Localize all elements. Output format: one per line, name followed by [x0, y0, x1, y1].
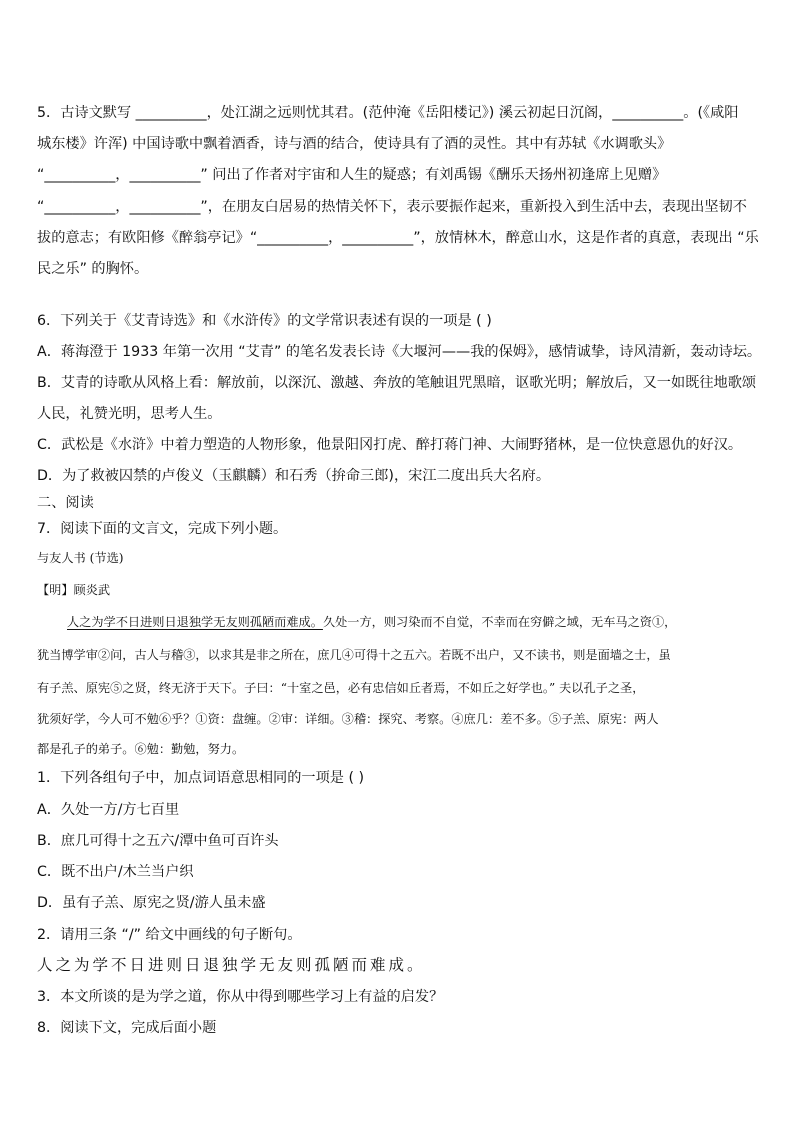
q6-option-d: D．为了救被囚禁的卢俊义（玉麒麟）和石秀（拚命三郎)，宋江二度出兵大名府。: [37, 468, 551, 484]
passage-line-4: 犹须好学，今人可不勉⑥乎？①资：盘缠。②审：详细。③稽：探究、考察。④庶几：差不多。⑤子羔、原宪：两人: [37, 712, 659, 726]
subq-2-sentence: 人之为学不日进则日退独学无友则孤陋而难成。: [37, 956, 426, 974]
subq-3: 3．本文所谈的是为学之道，你从中得到哪些学习上有益的启发？: [37, 989, 444, 1005]
passage-line-3: 有子羔、原宪⑤之贤，终无济于天下。子曰：“十室之邑，必有忠信如丘者焉，不如丘之好学也。” 夫以孔子之圣，: [37, 681, 645, 695]
subq-1-option-a: A．久处一方/方七百里: [37, 802, 180, 818]
question-8-stem: 8．阅读下文，完成后面小题: [37, 1020, 217, 1036]
q7-stem: 7．阅读下面的文言文，完成下列小题。: [37, 521, 288, 537]
q5-line-3: “__________，__________” 问出了作者对宇宙和人生的疑惑；有刘禹锡《酬乐天扬州初逢席上见赠》: [37, 167, 667, 183]
q5-line-1: 5．古诗文默写 __________，处江湖之远则忧其君。(范仲淹《岳阳楼记》) 溪云初起日沉阁，__________。(《咸阳: [37, 105, 739, 121]
q6-option-b-line-2: 人民，礼赞光明，思考人生。: [37, 406, 222, 422]
passage-line-5: 都是孔子的弟子。⑥勉：勤勉，努力。: [37, 742, 245, 756]
q6-stem: 6．下列关于《艾青诗选》和《水浒传》的文学常识表述有误的一项是 ( ): [37, 313, 492, 329]
q5-line-2: 城东楼》许浑) 中国诗歌中飘着酒香，诗与酒的结合，使诗具有了酒的灵性。其中有苏轼《水调歌头》: [37, 136, 672, 152]
q6-option-a: A．蒋海澄于 1933 年第一次用 “艾青” 的笔名发表长诗《大堰河——我的保姆》，感情诚挚，诗风清新，轰动诗坛。: [37, 344, 762, 360]
q5-line-5: 拔的意志；有欧阳修《醉翁亭记》“__________，__________”，放情林木，醉意山水，这是作者的真意，表现出 “乐: [37, 230, 759, 246]
q6-option-b-line-1: B．艾青的诗歌从风格上看：解放前，以深沉、激越、奔放的笔触诅咒黑暗，讴歌光明；解放后，又一如既往地歌颂: [37, 375, 757, 391]
passage-line-1-rest: 久处一方，则习染而不自觉，不幸而在穷僻之域，无车马之资①，: [322, 615, 677, 629]
passage-author: 【明】顾炎武: [37, 583, 111, 597]
q6-option-c: C．武松是《水浒》中着力塑造的人物形象，他景阳冈打虎、醉打蒋门神、大闹野猪林，是一位快意恩仇的好汉。: [37, 437, 743, 453]
passage-title: 与友人书 (节选): [37, 551, 124, 565]
section-heading: 二、阅读: [37, 495, 94, 511]
subq-1-option-b: B．庶几可得十之五六/潭中鱼可百许头: [37, 833, 279, 849]
subq-1: 1．下列各组句子中，加点词语意思相同的一项是 ( ): [37, 770, 365, 786]
passage-line-2: 犹当博学审②问，古人与稽③，以求其是非之所在，庶几④可得十之五六。若既不出户，又不读书，则是面墙之士，虽: [37, 648, 671, 662]
subq-1-option-d: D．虽有子羔、原宪之贤/游人虽未盛: [37, 895, 266, 911]
underlined-sentence: 人之为学不日进则日退独学无友则孤陋而难成。: [67, 615, 323, 629]
subq-1-option-c: C．既不出户/木兰当户织: [37, 864, 194, 880]
subq-2: 2．请用三条 “/” 给文中画线的句子断句。: [37, 927, 302, 943]
q5-line-6: 民之乐” 的胸怀。: [37, 261, 149, 277]
passage-line-1: [67, 613, 676, 631]
q5-line-4: “__________，__________”，在朋友白居易的热情关怀下，表示要振作起来，重新投入到生活中去，表现出坚韧不: [37, 199, 747, 215]
